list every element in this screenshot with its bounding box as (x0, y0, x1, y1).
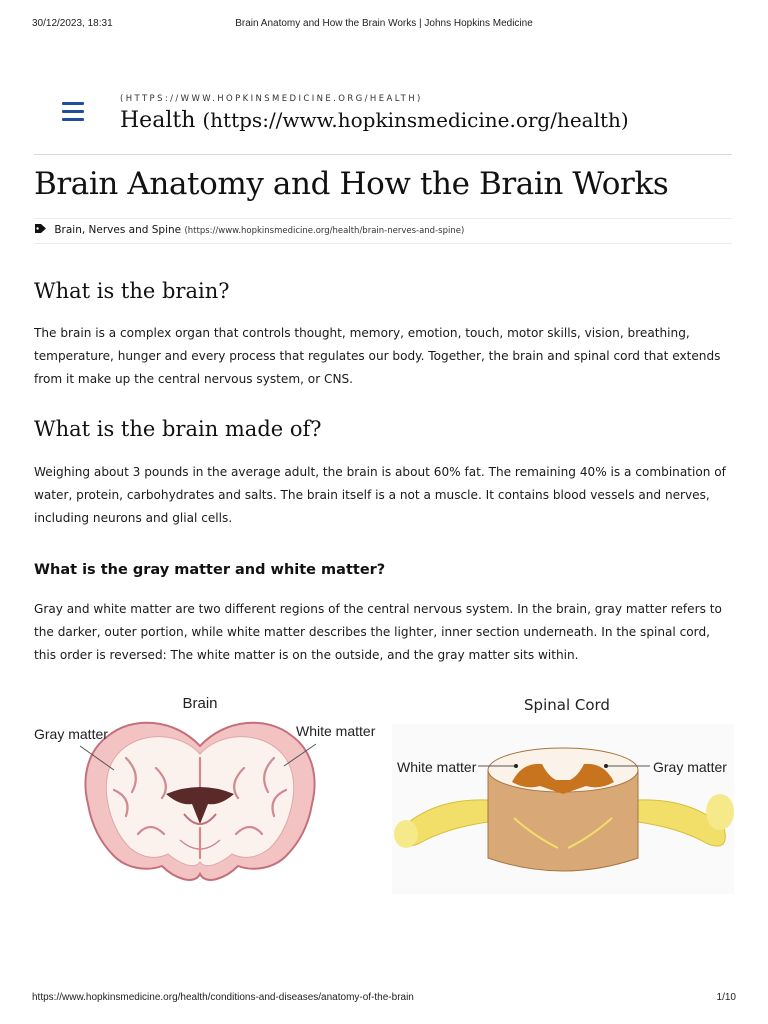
paragraph-brain-made-of: Weighing about 3 pounds in the average adult, the brain is about 60% fat. The remaining 40% is a combination of water, protein, carbohydrates and salts. The brain itself is a not a muscle. It contains blood vessels and nerves, including neurons and glial cells. (34, 465, 726, 525)
paragraph-what-is-brain: The brain is a complex organ that controls thought, memory, emotion, touch, motor skills, vision, breathing, temperature, hunger and every process that regulates our body. Together, the brain and spinal cord that extends from it make up the central nervous system, or CNS. (34, 326, 721, 386)
hamburger-menu-icon[interactable] (62, 102, 84, 122)
brain-gray-matter-label: Gray matter (34, 726, 108, 742)
tag-url[interactable]: (https://www.hopkinsmedicine.org/health/brain-nerves-and-spine) (184, 226, 465, 236)
print-footer (32, 992, 736, 1006)
print-datetime: 30/12/2023, 18:31 (32, 18, 113, 29)
heading-what-is-brain: What is the brain? (34, 279, 230, 303)
brain-illustration (85, 723, 314, 880)
tag-icon (34, 223, 47, 237)
figure-illustration (34, 688, 734, 898)
spinal-white-dot (514, 764, 518, 768)
brain-white-matter-label: White matter (296, 723, 376, 739)
spinal-gray-dot (604, 764, 608, 768)
page-title: Brain Anatomy and How the Brain Works (34, 166, 669, 202)
header-divider (34, 154, 732, 155)
health-label: Health (120, 108, 196, 133)
title-divider (34, 218, 732, 219)
health-url: (https://www.hopkinsmedicine.org/health) (202, 108, 629, 132)
print-page-title: Brain Anatomy and How the Brain Works | Johns Hopkins Medicine (235, 18, 533, 29)
health-home-link[interactable] (120, 108, 629, 133)
site-url-small[interactable]: (HTTPS://WWW.HOPKINSMEDICINE.ORG/HEALTH) (120, 94, 423, 104)
topic-tag[interactable] (34, 223, 464, 237)
spinal-gray-matter-label: Gray matter (653, 759, 727, 775)
print-header (32, 18, 736, 32)
brain-spinal-cord-figure (34, 688, 734, 898)
spinal-cord-title: Spinal Cord (524, 696, 610, 714)
heading-gray-white-matter: What is the gray matter and white matter? (34, 562, 386, 578)
spinal-white-matter-label: White matter (397, 759, 477, 775)
tag-label[interactable]: Brain, Nerves and Spine (54, 224, 182, 236)
heading-brain-made-of: What is the brain made of? (34, 417, 322, 441)
site-header (34, 90, 732, 154)
print-footer-url: https://www.hopkinsmedicine.org/health/conditions-and-diseases/anatomy-of-the-brain (32, 992, 414, 1003)
brain-title: Brain (182, 695, 218, 712)
paragraph-gray-white-matter: Gray and white matter are two different regions of the central nervous system. In the brain, gray matter refers to the darker, outer portion, while white matter describes the lighter, inner section underneath. In the spinal cord, this order is reversed: The white matter is on the outside, and the gray matter sits within. (34, 602, 722, 662)
tag-divider (34, 243, 732, 244)
print-page-number: 1/10 (716, 992, 736, 1003)
